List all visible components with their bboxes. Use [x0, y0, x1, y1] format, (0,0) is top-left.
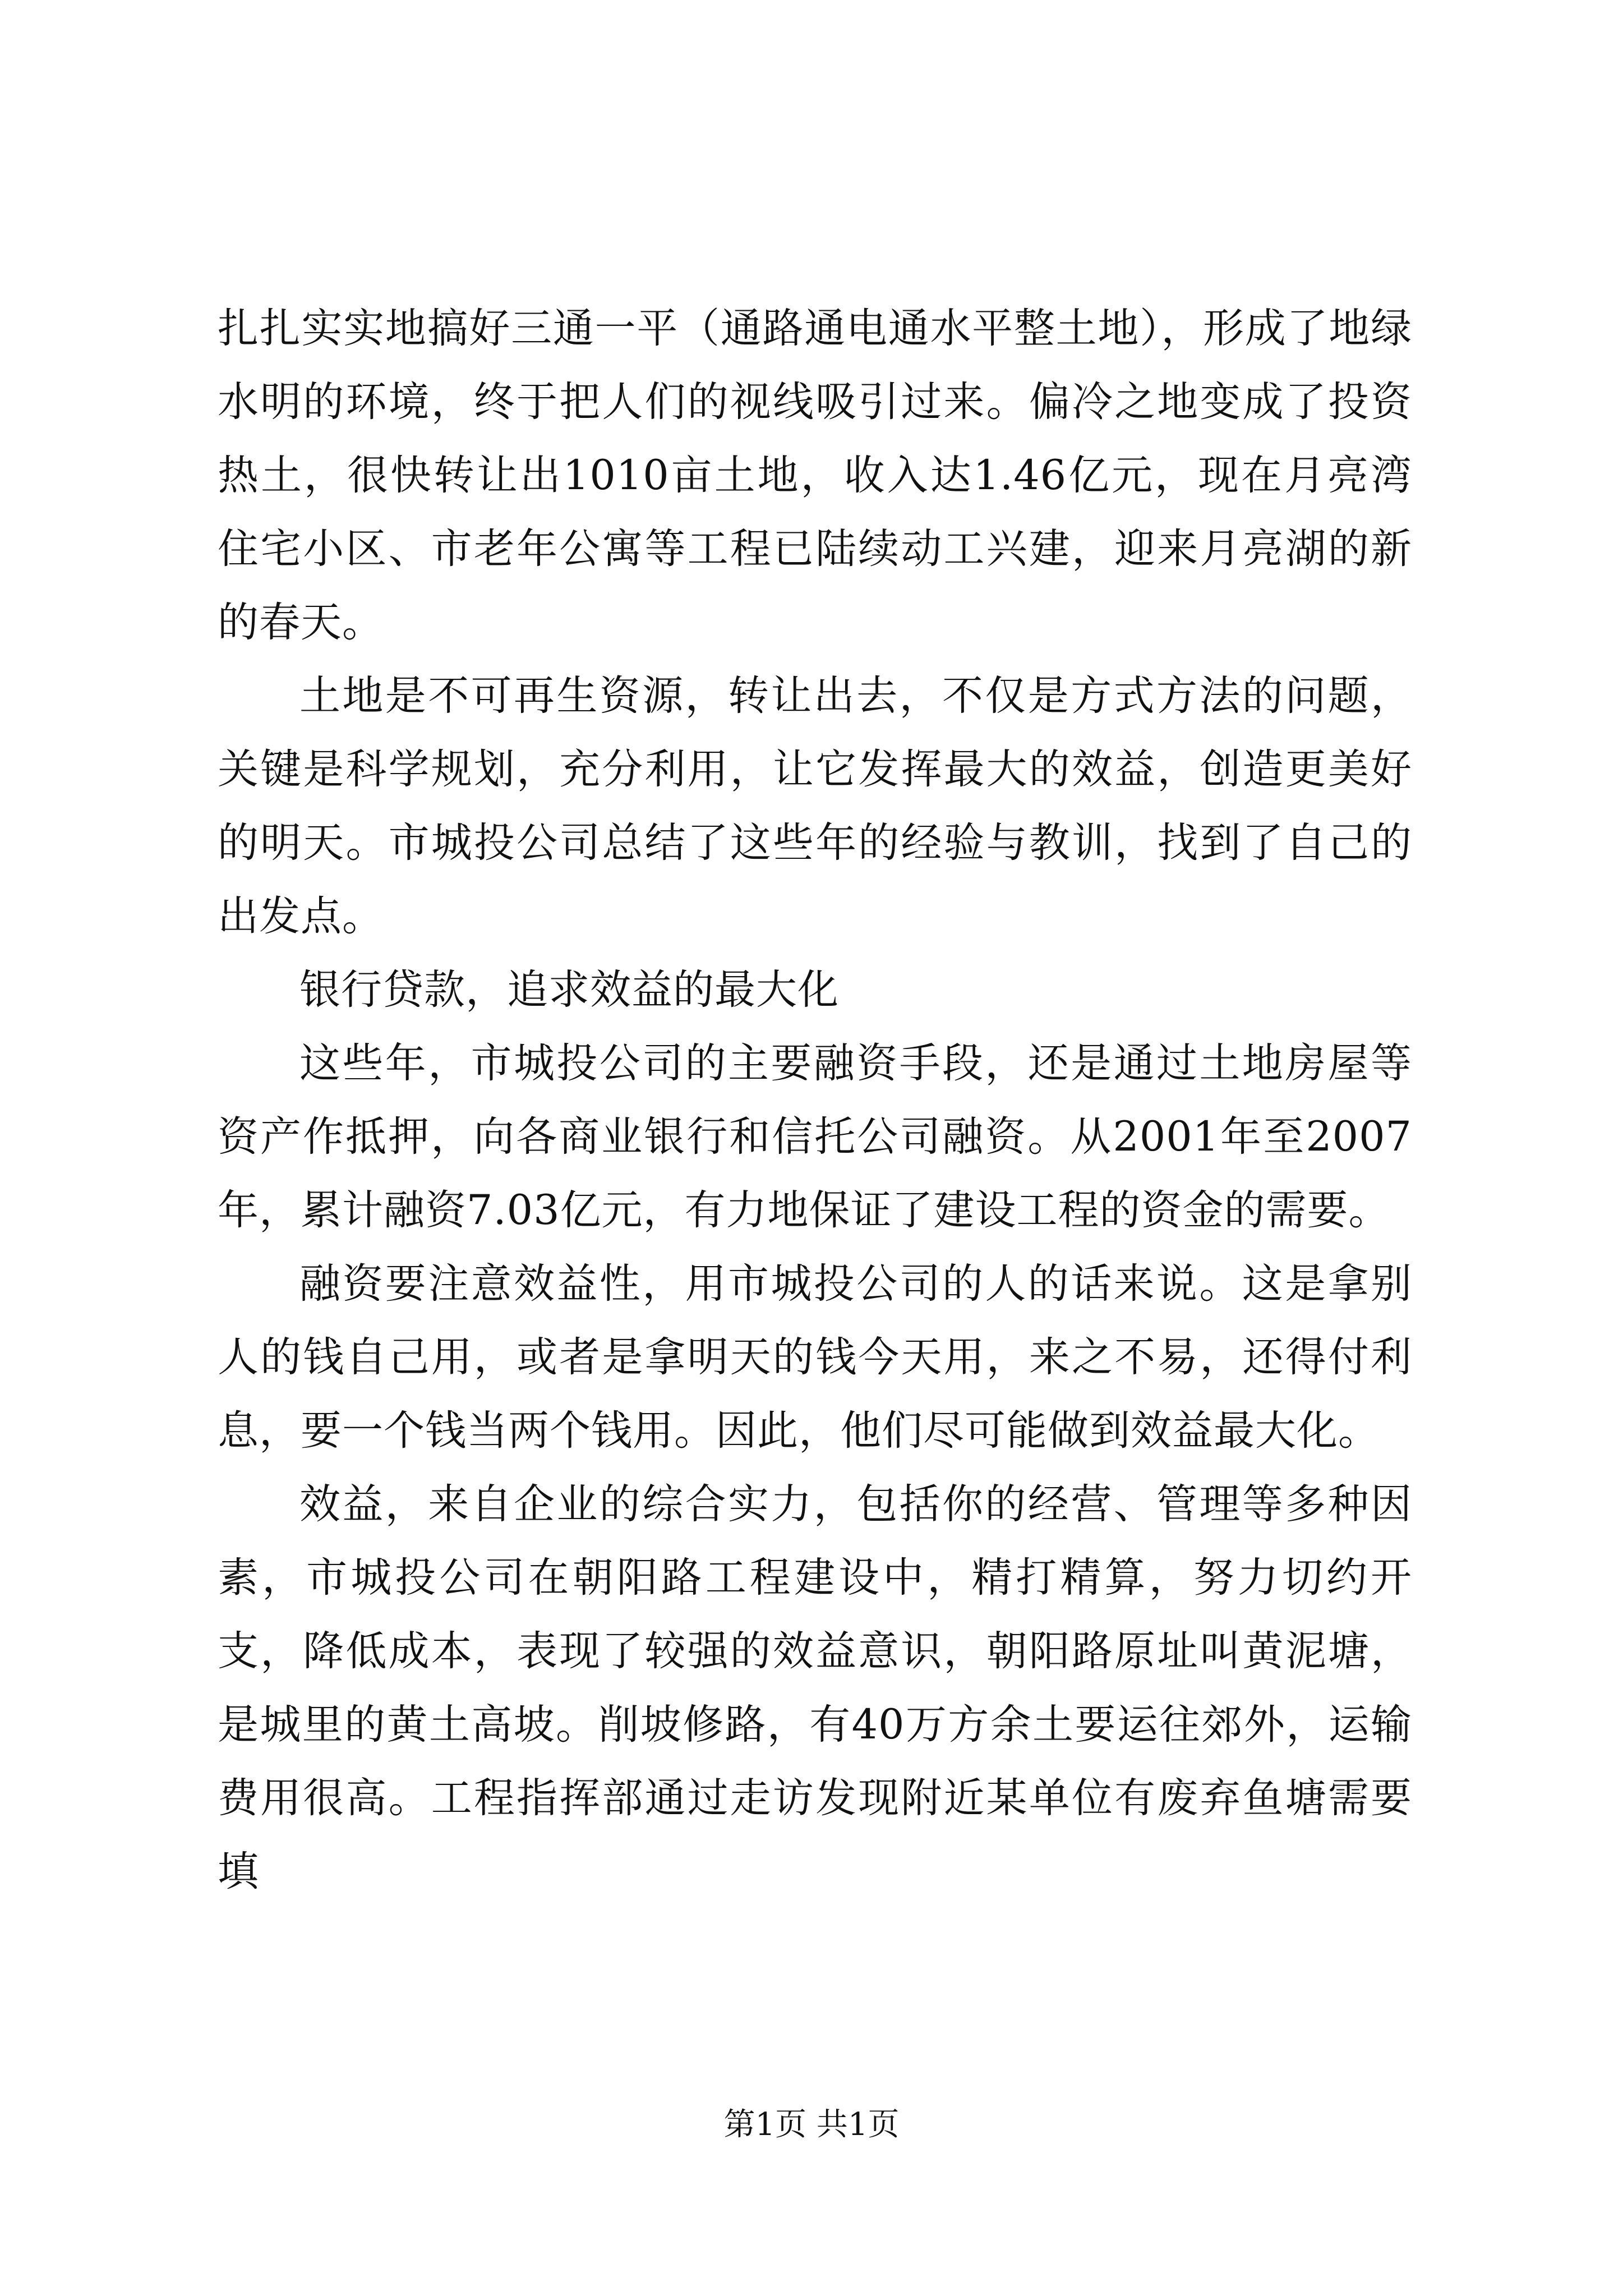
- paragraph-financing-efficiency: 融资要注意效益性，用市城投公司的人的话来说。这是拿别人的钱自己用，或者是拿明天的钱今天用，来之不易，还得付利息，要一个钱当两个钱用。因此，他们尽可能做到效益最大化。: [218, 1260, 1412, 1455]
- paragraph-continuation: 扎扎实实地搞好三通一平（通路通电通水平整土地），形成了地绿水明的环境，终于把人们的视线吸引过来。偏冷之地变成了投资热土，很快转让出1010亩土地，收入达1.46亿元，现在月亮湾住宅小区、市老年公寓等工程已陆续动工兴建，迎来月亮湖的新的春天。: [218, 305, 1412, 646]
- document-body: [218, 292, 1412, 1908]
- page-footer: 第1页 共1页: [723, 2106, 900, 2143]
- paragraph-land-resource: 土地是不可再生资源，转让出去，不仅是方式方法的问题，关键是科学规划，充分利用，让它发挥最大的效益，创造更美好的明天。市城投公司总结了这些年的经验与教训，找到了自己的出发点。: [218, 672, 1412, 940]
- section-heading-bank-loans: 银行贷款，追求效益的最大化: [299, 966, 839, 1014]
- paragraph-financing-means: 这些年，市城投公司的主要融资手段，还是通过土地房屋等资产作抵押，向各商业银行和信托公司融资。从2001年至2007年，累计融资7.03亿元，有力地保证了建设工程的资金的需要。: [218, 1039, 1412, 1234]
- paragraph-benefit-chaoyang-road: 效益，来自企业的综合实力，包括你的经营、管理等多种因素，市城投公司在朝阳路工程建设中，精打精算，努力切约开支，降低成本，表现了较强的效益意识，朝阳路原址叫黄泥塘，是城里的黄土高坡。削坡修路，有40万方余土要运往郊外，运输费用很高。工程指挥部通过走访发现附近某单位有废弃鱼塘需要填: [218, 1480, 1412, 1895]
